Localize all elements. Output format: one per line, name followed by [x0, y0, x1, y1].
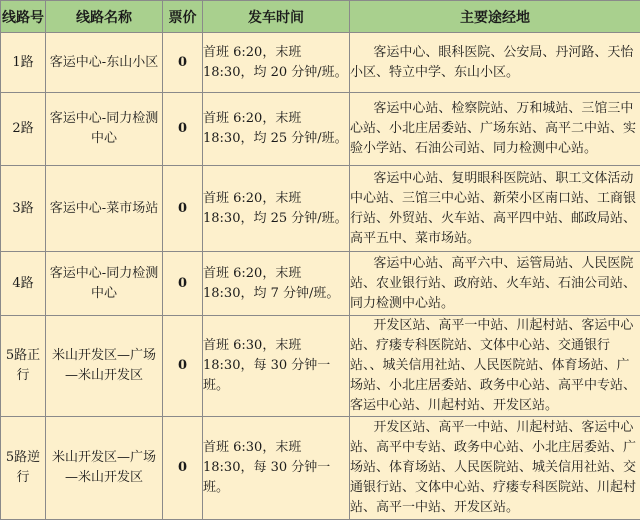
table-row: [1, 252, 640, 316]
header-main-stops: 主要途经地: [350, 1, 640, 33]
table-row: [1, 33, 640, 93]
header-route-name: 线路名称: [46, 1, 163, 33]
route-fare: 0: [163, 166, 203, 252]
route-departure-time: 首班 6:30，末班 18:30，每 30 分钟一班。: [203, 417, 350, 520]
route-fare: 0: [163, 93, 203, 166]
route-name: 客运中心-东山小区: [46, 33, 163, 93]
header-route-number: 线路号: [1, 1, 46, 33]
route-name: 客运中心-同力检测中心: [46, 252, 163, 316]
route-departure-time: 首班 6:30，末班 18:30，每 30 分钟一班。: [203, 316, 350, 417]
route-fare: 0: [163, 417, 203, 520]
route-number: 4路: [1, 252, 46, 316]
table-row: [1, 166, 640, 252]
route-fare: 0: [163, 33, 203, 93]
route-stops: 客运中心站、检察院站、万和城站、三馆三中心站、小北庄居委站、广场东站、高平二中站、实验小学站、石油公司站、同力检测中心站。: [350, 93, 640, 166]
route-stops: 客运中心、眼科医院、公安局、丹河路、天怡小区、特立中学、东山小区。: [350, 33, 640, 93]
route-fare: 0: [163, 252, 203, 316]
route-number: 2路: [1, 93, 46, 166]
route-number: 5路正行: [1, 316, 46, 417]
route-number: 5路逆行: [1, 417, 46, 520]
route-number: 3路: [1, 166, 46, 252]
table-row: [1, 417, 640, 520]
route-name: 米山开发区—广场—米山开发区: [46, 316, 163, 417]
route-number: 1路: [1, 33, 46, 93]
route-stops: 开发区站、高平一中站、川起村站、客运中心站、高平中专站、政务中心站、小北庄居委站、广场站、体育场站、人民医院站、城关信用社站、交通银行站、文体中心站、疗瘘专科医院站、川起村站、高平一中站、开发区站。: [350, 417, 640, 520]
header-departure-time: 发车时间: [203, 1, 350, 33]
header-row: [1, 1, 640, 33]
route-departure-time: 首班 6:20，末班 18:30，均 20 分钟/班。: [203, 33, 350, 93]
route-stops: 客运中心站、复明眼科医院站、职工文体活动中心站、三馆三中心站、新荣小区南口站、工商银行站、外贸站、火车站、高平四中站、邮政局站、高平五中、菜市场站。: [350, 166, 640, 252]
route-departure-time: 首班 6:20，末班 18:30，均 25 分钟/班。: [203, 93, 350, 166]
route-departure-time: 首班 6:20，末班 18:30，均 7 分钟/班。: [203, 252, 350, 316]
header-fare: 票价: [163, 1, 203, 33]
route-name: 客运中心-菜市场站: [46, 166, 163, 252]
route-departure-time: 首班 6:20，末班 18:30，均 25 分钟/班。: [203, 166, 350, 252]
route-stops: 客运中心站、高平六中、运管局站、人民医院站、农业银行站、政府站、火车站、石油公司站、同力检测中心站。: [350, 252, 640, 316]
route-fare: 0: [163, 316, 203, 417]
route-name: 米山开发区—广场—米山开发区: [46, 417, 163, 520]
table-row: [1, 93, 640, 166]
table-row: [1, 316, 640, 417]
route-name: 客运中心-同力检测中心: [46, 93, 163, 166]
route-stops: 开发区站、高平一中站、川起村站、客运中心站、疗瘘专科医院站、文体中心站、交通银行站、、城关信用社站、人民医院站、体育场站、广场站、小北庄居委站、政务中心站、高平中专站、客运中心站、川起村站、开发区站。: [350, 316, 640, 417]
